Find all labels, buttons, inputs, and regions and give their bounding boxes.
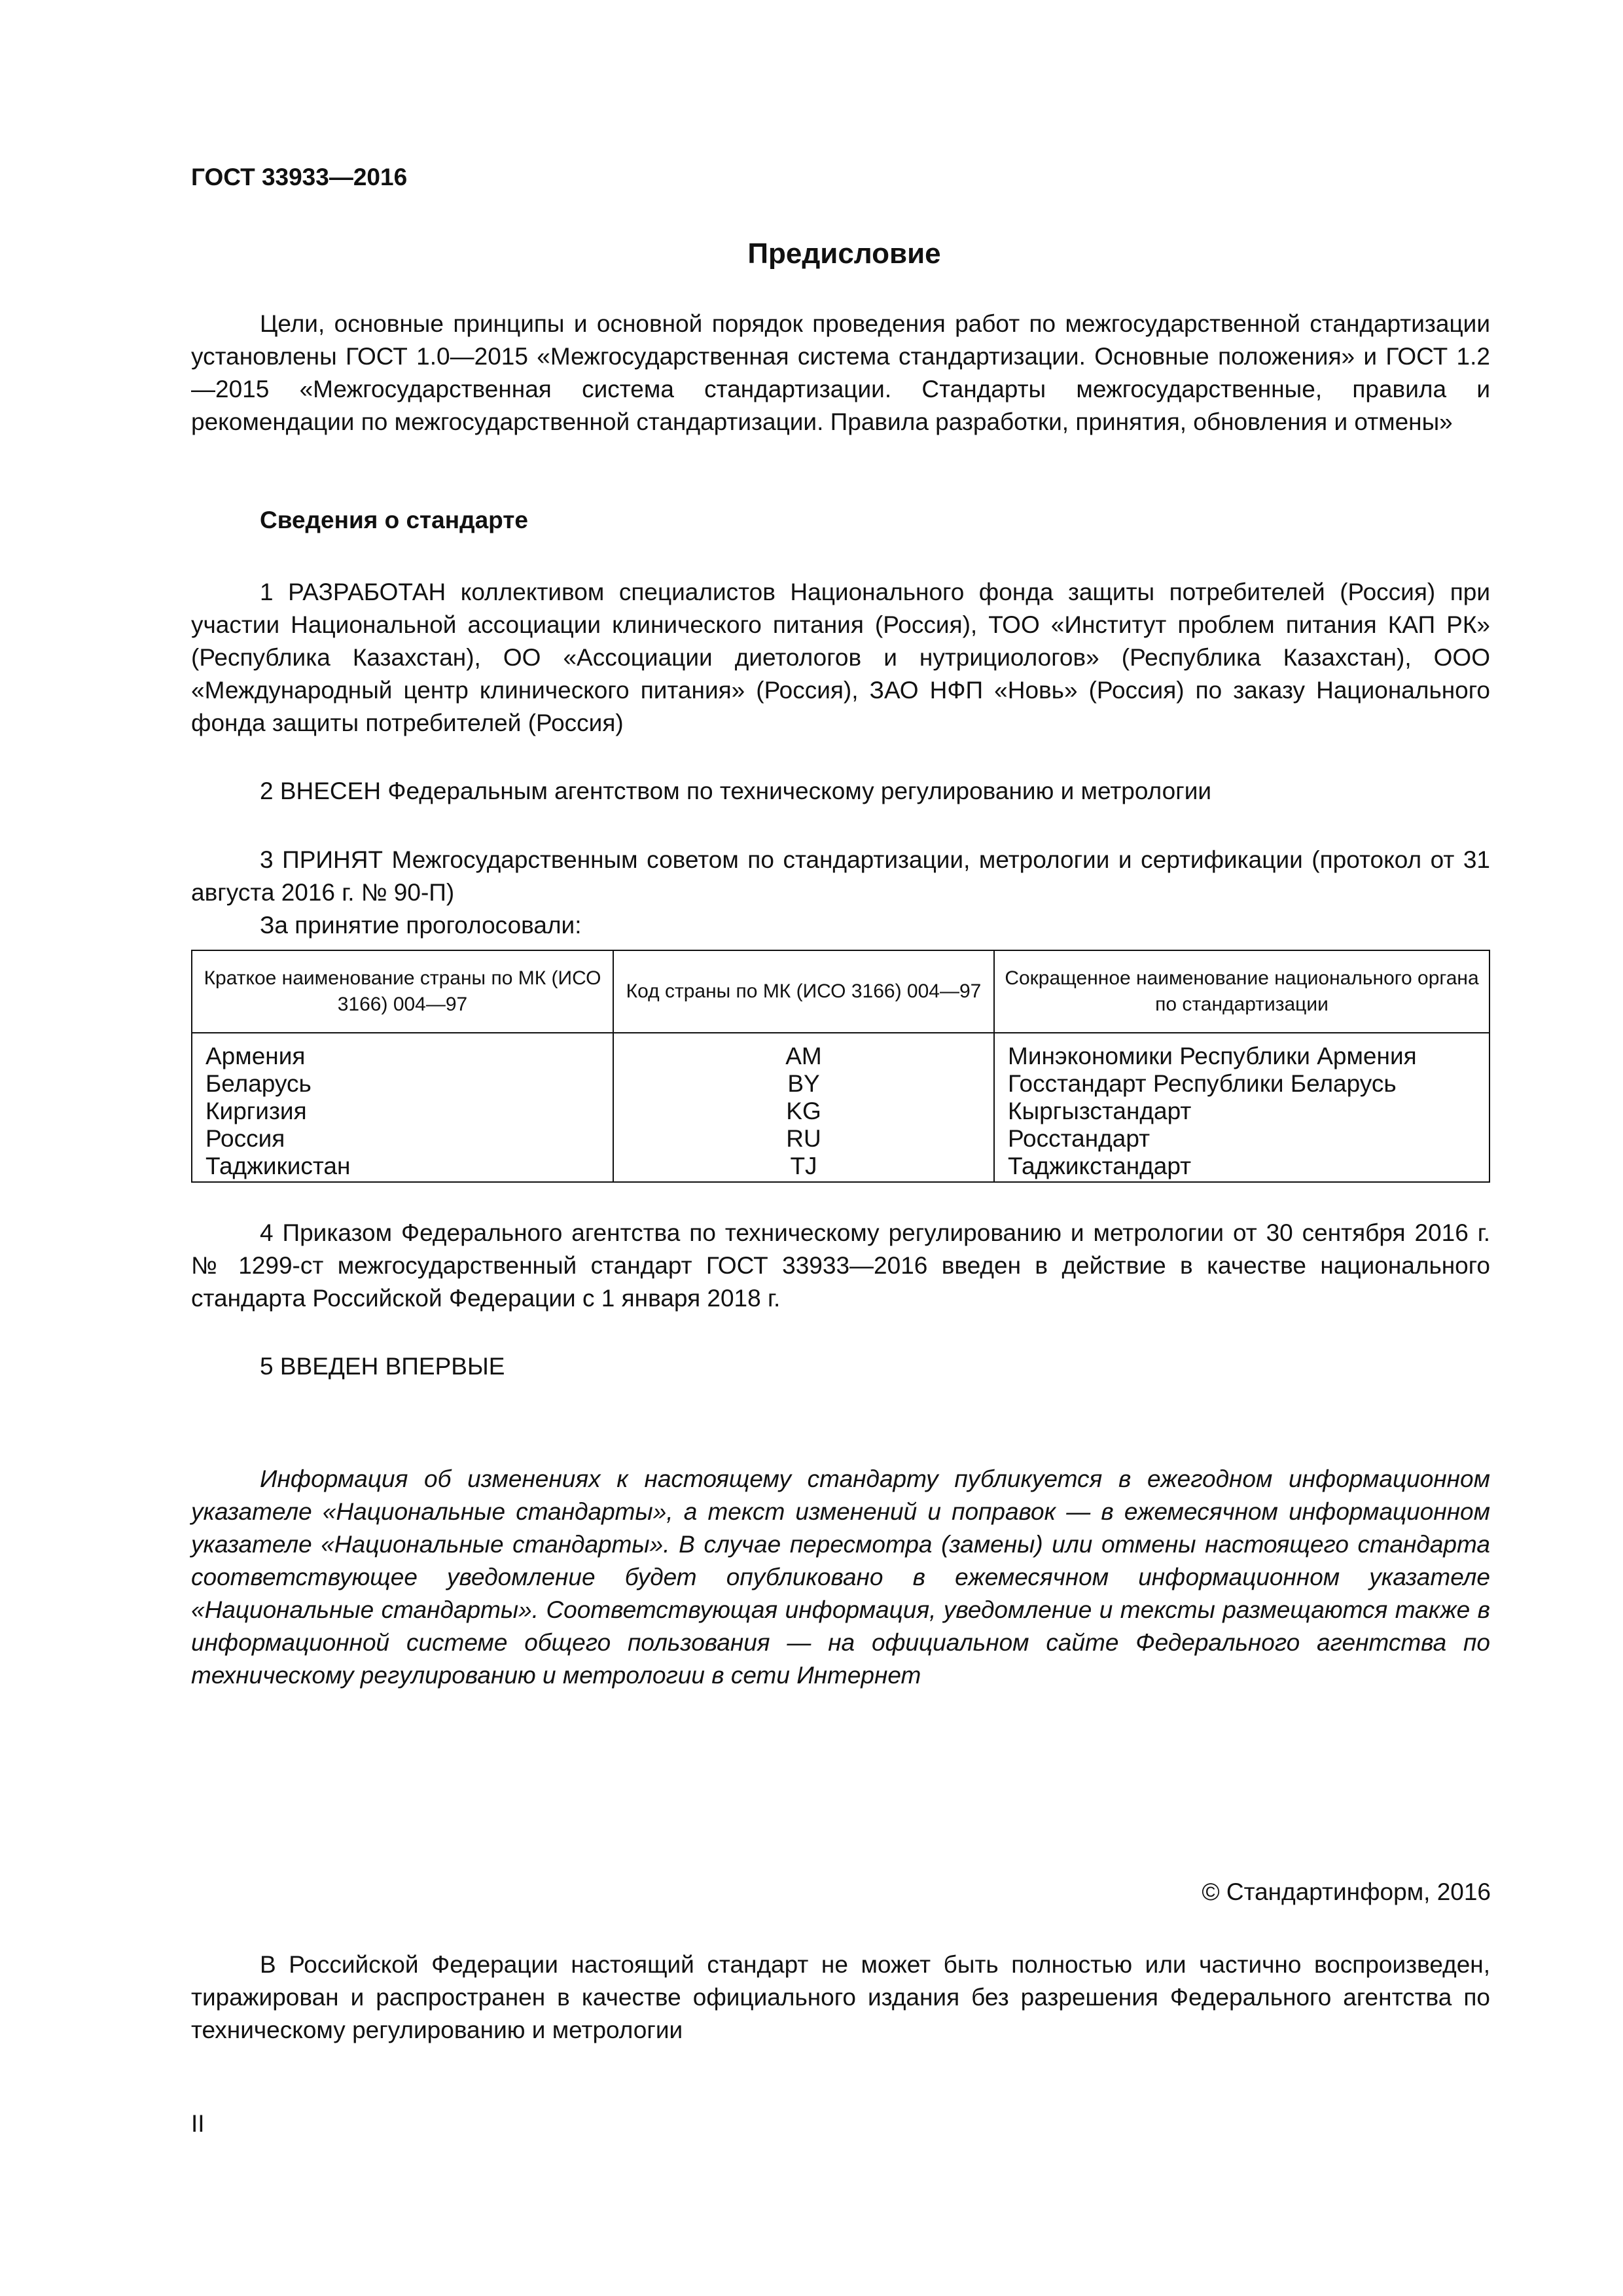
table-header-code: Код страны по МК (ИСО 3166) 004—97 bbox=[613, 950, 994, 1033]
copyright: © Стандартинформ, 2016 bbox=[1202, 1878, 1491, 1905]
country-name: Таджикистан bbox=[192, 1153, 613, 1182]
reproduction-notice: В Российской Федерации настоящий стандарт не может быть полностью или частично воспроизведен, тиражирован и распространен в качестве официального издания без разрешения Федерального агентства по техническому регулированию и метрологии bbox=[191, 1951, 1490, 2043]
intro-paragraph: Цели, основные принципы и основной порядок проведения работ по межгосударственной стандартизации установлены ГОСТ 1.0—2015 «Межгосударственная система стандартизации. Основные положения» и ГОСТ 1.2—2015 «Межгосударственная система стандартизации. Стандарты межгосударственные, правила и рекомендации по межгосударственной стандартизации. Правила разработки, принятия, обновления и отмены» bbox=[191, 310, 1490, 435]
country-code: RU bbox=[613, 1125, 994, 1153]
item-adopted: 3 ПРИНЯТ Межгосударственным советом по стандартизации, метрологии и сертификации (протокол от 31 августа 2016 г. № 90-П) bbox=[191, 846, 1490, 906]
item-submitted: 2 ВНЕСЕН Федеральным агентством по техническому регулированию и метрологии bbox=[260, 778, 1212, 804]
table-row bbox=[192, 1125, 1489, 1153]
changes-info-paragraph: Информация об изменениях к настоящему стандарту публикуется в ежегодном информационном указателе «Национальные стандарты», а текст изменений и поправок — в ежемесячном информационном указателе «Национальные стандарты». В случае пересмотра (замены) или отмены настоящего стандарта соответствующее уведомление будет опубликовано в ежемесячном информационном указателе «Национальные стандарты». Соответствующая информация, уведомление и тексты размещаются также в информационной системе общего пользования — на официальном сайте Федерального агентства по техническому регулированию и метрологии в сети Интернет bbox=[191, 1465, 1490, 1689]
countries-table bbox=[191, 950, 1490, 1183]
country-code: BY bbox=[613, 1070, 994, 1098]
table-header-body: Сокращенное наименование национального органа по стандартизации bbox=[994, 950, 1489, 1033]
document-header: ГОСТ 33933—2016 bbox=[191, 164, 408, 190]
country-name: Армения bbox=[192, 1033, 613, 1070]
standards-body: Госстандарт Республики Беларусь bbox=[994, 1070, 1489, 1098]
item-developed: 1 РАЗРАБОТАН коллективом специалистов Национального фонда защиты потребителей (Россия) при участии Национальной ассоциации клинического питания (Россия), ТОО «Институт проблем питания КАП РК» (Республика Казахстан), ОО «Ассоциации диетологов и нутрициологов» (Республика Казахстан), ООО «Международный центр клинического питания» (Россия), ЗАО НФП «Новь» (Россия) по заказу Национального фонда защиты потребителей (Россия) bbox=[191, 579, 1490, 736]
vote-label: За принятие проголосовали: bbox=[260, 912, 582, 939]
section-heading: Сведения о стандарте bbox=[260, 507, 528, 533]
item-first-introduced: 5 ВВЕДЕН ВПЕРВЫЕ bbox=[260, 1353, 505, 1380]
country-name: Киргизия bbox=[192, 1098, 613, 1125]
table-row bbox=[192, 1070, 1489, 1098]
standards-body: Таджикстандарт bbox=[994, 1153, 1489, 1182]
country-code: AM bbox=[613, 1033, 994, 1070]
country-name: Россия bbox=[192, 1125, 613, 1153]
table-header-country: Краткое наименование страны по МК (ИСО 3166) 004—97 bbox=[192, 950, 613, 1033]
table-row bbox=[192, 1098, 1489, 1125]
table-header-row bbox=[192, 950, 1489, 1033]
standards-body: Кыргызстандарт bbox=[994, 1098, 1489, 1125]
standards-body: Росстандарт bbox=[994, 1125, 1489, 1153]
page-title: Предисловие bbox=[747, 238, 941, 270]
country-code: TJ bbox=[613, 1153, 994, 1182]
country-name: Беларусь bbox=[192, 1070, 613, 1098]
table-row bbox=[192, 1033, 1489, 1070]
table-row bbox=[192, 1153, 1489, 1182]
standards-body: Минэкономики Республики Армения bbox=[994, 1033, 1489, 1070]
item-enacted: 4 Приказом Федерального агентства по техническому регулированию и метрологии от 30 сентября 2016 г. № 1299-ст межгосударственный стандарт ГОСТ 33933—2016 введен в действие в качестве национального стандарта Российской Федерации с 1 января 2018 г. bbox=[191, 1219, 1490, 1312]
country-code: KG bbox=[613, 1098, 994, 1125]
page-number: II bbox=[191, 2110, 205, 2137]
